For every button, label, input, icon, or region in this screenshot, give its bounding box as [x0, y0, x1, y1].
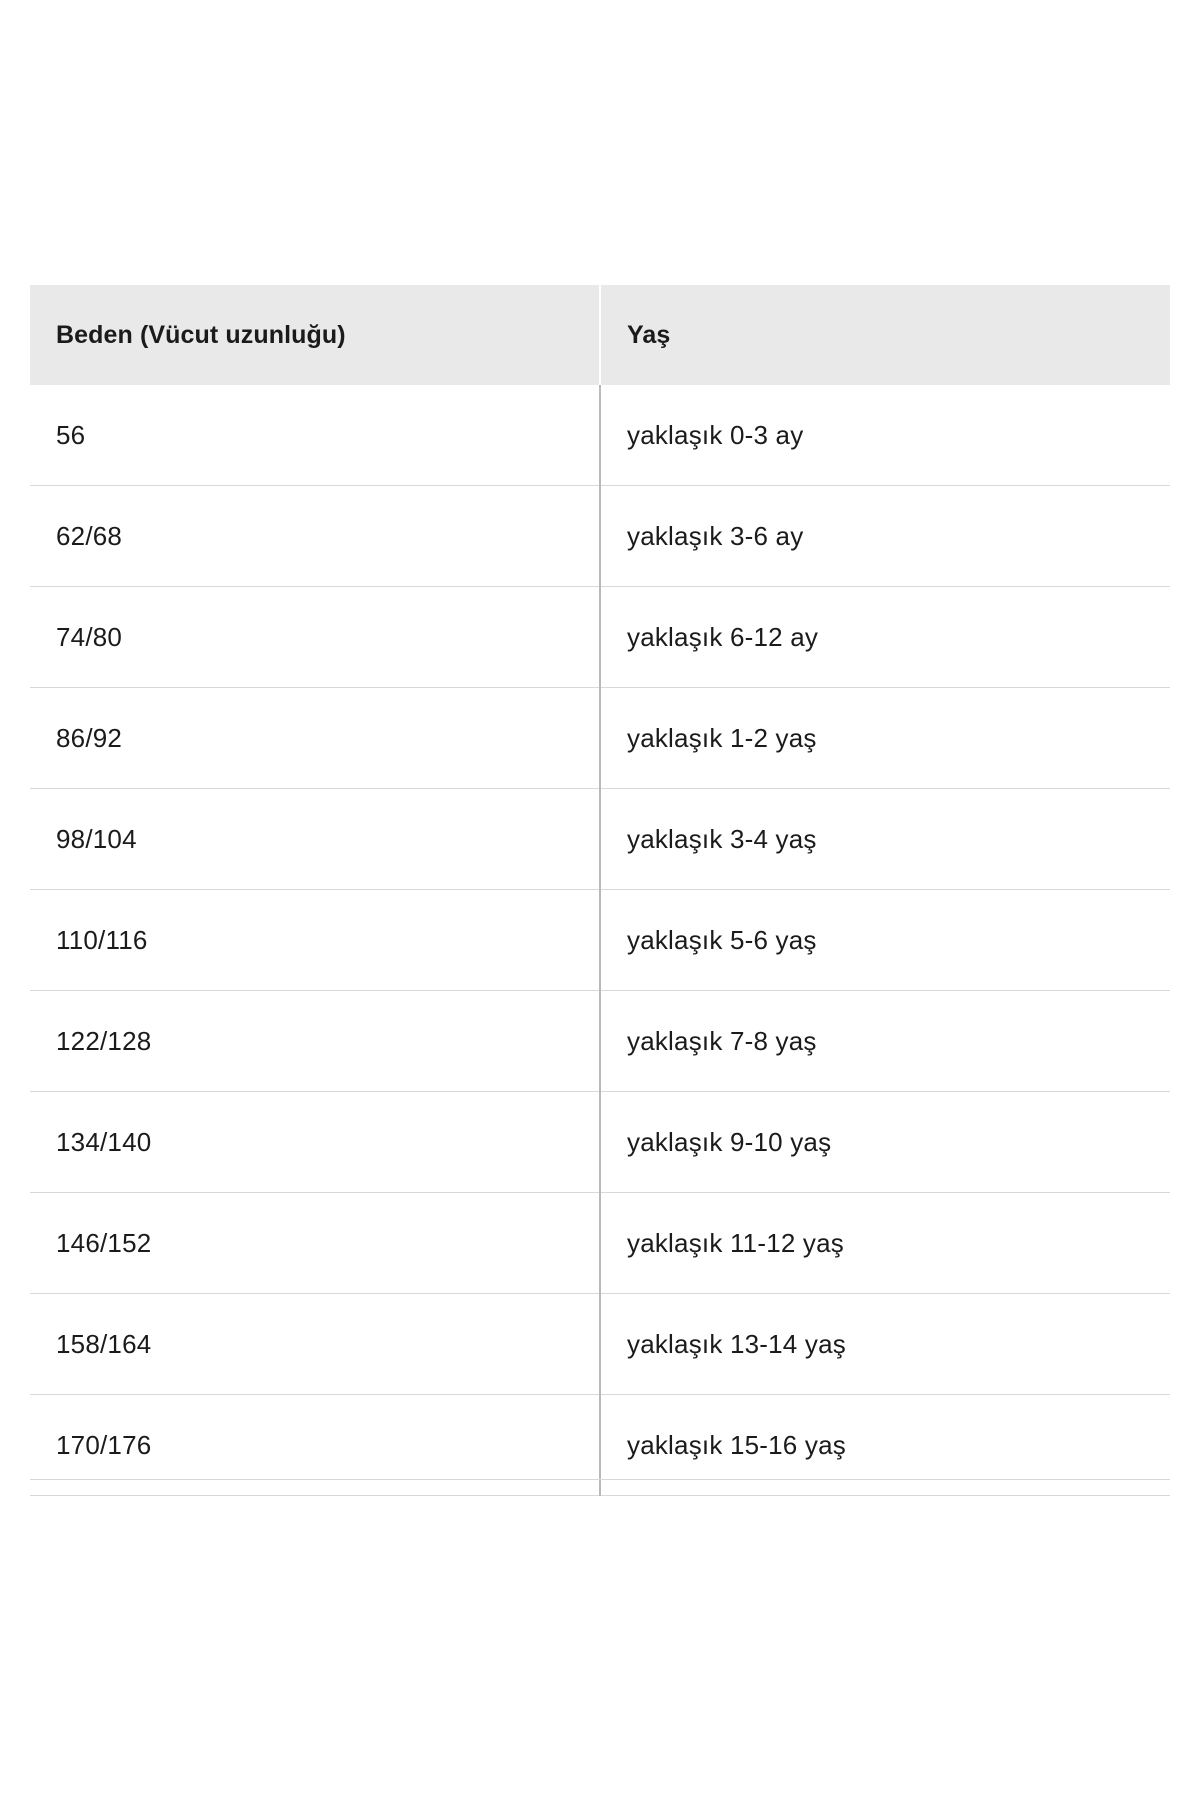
cell-size: 74/80 [30, 587, 600, 688]
cell-age: yaklaşık 11-12 yaş [600, 1193, 1170, 1294]
cell-age: yaklaşık 15-16 yaş [600, 1395, 1170, 1496]
table-row [30, 789, 1170, 890]
cell-size: 56 [30, 385, 600, 486]
table-row [30, 890, 1170, 991]
cell-age: yaklaşık 3-6 ay [600, 486, 1170, 587]
cell-age: yaklaşık 5-6 yaş [600, 890, 1170, 991]
cell-age: yaklaşık 13-14 yaş [600, 1294, 1170, 1395]
table-row [30, 1092, 1170, 1193]
cell-size: 134/140 [30, 1092, 600, 1193]
table-row [30, 1294, 1170, 1395]
cell-size: 146/152 [30, 1193, 600, 1294]
cell-age: yaklaşık 3-4 yaş [600, 789, 1170, 890]
cell-size: 98/104 [30, 789, 600, 890]
table-row [30, 1193, 1170, 1294]
table-row [30, 991, 1170, 1092]
size-chart-container [30, 285, 1170, 1496]
table-row [30, 486, 1170, 587]
table-row [30, 1395, 1170, 1496]
cell-size: 122/128 [30, 991, 600, 1092]
cell-size: 62/68 [30, 486, 600, 587]
cell-age: yaklaşık 6-12 ay [600, 587, 1170, 688]
cell-size: 110/116 [30, 890, 600, 991]
column-header-age: Yaş [600, 285, 1170, 385]
table-row [30, 688, 1170, 789]
cell-size: 170/176 [30, 1395, 600, 1496]
cell-size: 86/92 [30, 688, 600, 789]
table-row [30, 587, 1170, 688]
table-header-row [30, 285, 1170, 385]
cell-size: 158/164 [30, 1294, 600, 1395]
table-bottom-divider [30, 1479, 1170, 1480]
cell-age: yaklaşık 9-10 yaş [600, 1092, 1170, 1193]
column-header-size: Beden (Vücut uzunluğu) [30, 285, 600, 385]
cell-age: yaklaşık 1-2 yaş [600, 688, 1170, 789]
size-chart-table [30, 285, 1170, 1496]
table-row [30, 385, 1170, 486]
table-body [30, 385, 1170, 1496]
table-header [30, 285, 1170, 385]
cell-age: yaklaşık 0-3 ay [600, 385, 1170, 486]
cell-age: yaklaşık 7-8 yaş [600, 991, 1170, 1092]
